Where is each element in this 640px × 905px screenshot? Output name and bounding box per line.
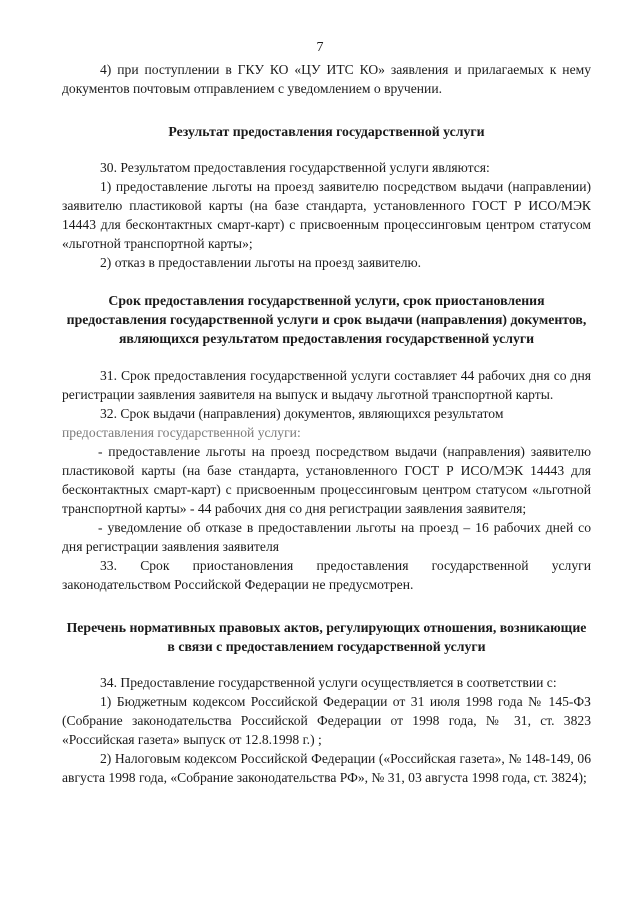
heading-legal-acts: Перечень нормативных правовых актов, регулирующих отношения, возникающие в связи с предоставлением государственной услуги bbox=[66, 620, 587, 654]
paragraph-33-suspension: 33. Срок приостановления предоставления государственной услуги законодательством Российской Федерации не предусмотрен. bbox=[62, 558, 591, 592]
paragraph-32-issue-term: 32. Срок выдачи (направления) документов, являющихся результатом bbox=[100, 406, 504, 421]
paragraph-34-item-budget-code: 1) Бюджетным кодексом Российской Федерации от 31 июля 1998 года № 145-ФЗ (Собрание законодательства Российской Федерации от 1998 года, № 31, ст. 3823 «Российская газета» выпуск от 12.8.1998 г.) ; bbox=[62, 694, 591, 747]
heading-service-terms: Срок предоставления государственной услуги, срок приостановления предоставления государственной услуги и срок выдачи (направления) документов, являющихся результатом предоставления государственной услуги bbox=[66, 293, 587, 346]
paragraph-34-item-tax-code: 2) Налоговым кодексом Российской Федерации («Российская газета», № 148-149, 06 августа 1998 года, «Собрание законодательства РФ», № 31, 03 августа 1998 года, ст. 3824); bbox=[62, 751, 591, 785]
heading-service-result: Результат предоставления государственной услуги bbox=[168, 124, 485, 139]
paragraph-32-item-refusal: - уведомление об отказе в предоставлении льготы на проезд – 16 рабочих дней со дня регистрации заявления заявителя bbox=[62, 520, 591, 554]
paragraph-30-item-2: 2) отказ в предоставлении льготы на проезд заявителю. bbox=[100, 255, 422, 270]
page-number: 7 bbox=[316, 40, 324, 55]
paragraph-30-result: 30. Результатом предоставления государственной услуги являются: bbox=[100, 160, 490, 175]
paragraph-30-item-1: 1) предоставление льготы на проезд заявителю посредством выдачи (направлении) заявителю пластиковой карты (на базе стандарта, установленного ГОСТ Р ИСО/МЭК 14443 для бесконтактных смарт-карт) с присвоенным процессинговым центром статусом «льготной транспортной карты»; bbox=[62, 179, 591, 251]
document-body bbox=[62, 60, 591, 787]
paragraph-34-legal-basis: 34. Предоставление государственной услуги осуществляется в соответствии с: bbox=[100, 675, 557, 690]
paragraph-32-item-card: - предоставление льготы на проезд посредством выдачи (направления) заявителю пластиковой карты (на базе стандарта, установленного ГОСТ Р ИСО/МЭК 14443 для бесконтактных смарт-карт) с присвоенным процессинговым центром статусом «льготной транспортной карты» - 44 рабочих дня со дня регистрации заявления заявителя; bbox=[62, 444, 591, 516]
paragraph-4-postal-submission: 4) при поступлении в ГКУ КО «ЦУ ИТС КО» заявления и прилагаемых к нему документов почтовым отправлением с уведомлением о вручении. bbox=[62, 62, 591, 96]
paragraph-31-term: 31. Срок предоставления государственной услуги составляет 44 рабочих дня со дня регистрации заявления заявителя на выпуск и выдачу льготной транспортной карты. bbox=[62, 368, 591, 402]
paragraph-32-continued: предоставления государственной услуги: bbox=[62, 425, 301, 440]
